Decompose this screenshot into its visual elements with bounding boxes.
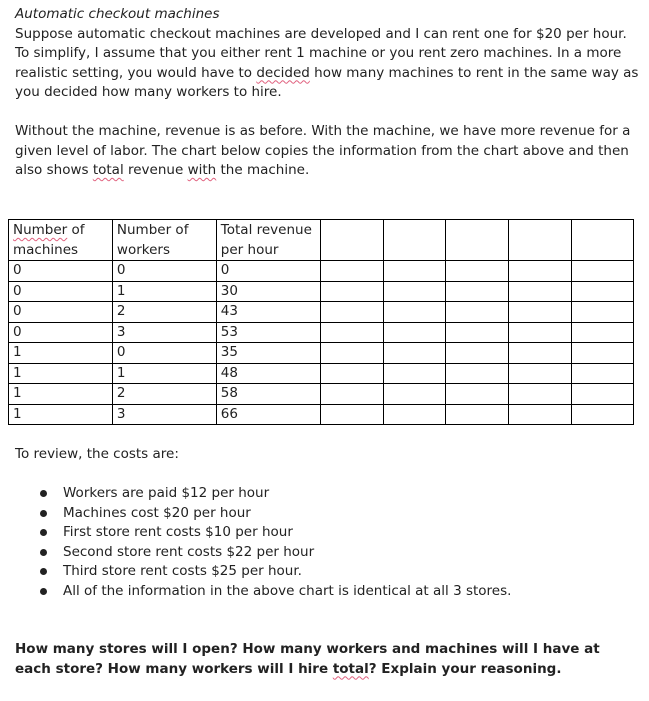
cell-revenue: 66 <box>216 404 320 425</box>
empty-cell <box>572 404 634 425</box>
cell-revenue: 35 <box>216 343 320 364</box>
cell-machines: 0 <box>9 302 113 323</box>
empty-cell <box>509 363 572 384</box>
cell-revenue: 53 <box>216 322 320 343</box>
table-row <box>9 384 634 405</box>
cost-list-item: First store rent costs $10 per hour <box>40 523 511 543</box>
header-machines: Number of machines <box>9 220 113 261</box>
bullet-icon <box>40 490 47 497</box>
cell-workers: 1 <box>112 363 216 384</box>
empty-cell <box>509 220 572 261</box>
cell-revenue: 48 <box>216 363 320 384</box>
empty-cell <box>320 384 383 405</box>
empty-cell <box>446 343 509 364</box>
empty-cell <box>572 363 634 384</box>
cost-list-item: Machines cost $20 per hour <box>40 504 511 524</box>
cell-revenue: 43 <box>216 302 320 323</box>
empty-cell <box>509 384 572 405</box>
bullet-icon <box>40 588 47 595</box>
empty-cell <box>509 343 572 364</box>
spellcheck-word[interactable]: total <box>92 162 124 178</box>
empty-cell <box>320 220 383 261</box>
cell-machines: 1 <box>9 343 113 364</box>
cell-workers: 3 <box>112 404 216 425</box>
empty-cell <box>446 363 509 384</box>
empty-cell <box>509 302 572 323</box>
cell-machines: 0 <box>9 322 113 343</box>
table-header-row <box>9 220 634 261</box>
cell-revenue: 30 <box>216 281 320 302</box>
cell-machines: 0 <box>9 261 113 282</box>
empty-cell <box>572 322 634 343</box>
spellcheck-word[interactable]: decided <box>256 64 310 81</box>
cell-workers: 2 <box>112 302 216 323</box>
bullet-icon <box>40 510 47 517</box>
spellcheck-word[interactable]: total <box>332 660 369 677</box>
empty-cell <box>446 302 509 323</box>
empty-cell <box>383 302 446 323</box>
empty-cell <box>572 384 634 405</box>
empty-cell <box>383 384 446 405</box>
empty-cell <box>509 404 572 425</box>
cost-list-item: Second store rent costs $22 per hour <box>40 543 511 563</box>
empty-cell <box>383 220 446 261</box>
empty-cell <box>446 404 509 425</box>
empty-cell <box>383 281 446 302</box>
revenue-paragraph: Without the machine, revenue is as before. With the machine, we have more revenue for a given level of labor. The chart below copies the information from the chart above and then also shows total revenue with the machine. <box>15 123 631 178</box>
question-paragraph: How many stores will I open? How many workers and machines will I have at each store? How many workers will I hire total? Explain your reasoning. <box>15 641 600 677</box>
cost-list-item: Third store rent costs $25 per hour. <box>40 562 511 582</box>
table-row <box>9 302 634 323</box>
header-revenue: Total revenue per hour <box>216 220 320 261</box>
cost-list <box>40 484 511 601</box>
empty-cell <box>383 261 446 282</box>
review-intro: To review, the costs are: <box>15 446 179 462</box>
empty-cell <box>383 343 446 364</box>
cost-list-item: All of the information in the above chart is identical at all 3 stores. <box>40 582 511 602</box>
empty-cell <box>446 261 509 282</box>
empty-cell <box>320 261 383 282</box>
cell-workers: 1 <box>112 281 216 302</box>
empty-cell <box>320 302 383 323</box>
empty-cell <box>446 322 509 343</box>
empty-cell <box>383 322 446 343</box>
table-row <box>9 261 634 282</box>
cell-workers: 2 <box>112 384 216 405</box>
table-row <box>9 281 634 302</box>
intro-paragraph: Suppose automatic checkout machines are developed and I can rent one for $20 per hour. To simplify, I assume that you either rent 1 machine or you rent zero machines. In a more realistic setting, you would have to decided how many machines to rent in the same way as you decided how many workers to hire. <box>15 25 639 100</box>
empty-cell <box>320 343 383 364</box>
document-body <box>15 5 640 181</box>
empty-cell <box>320 363 383 384</box>
empty-cell <box>320 322 383 343</box>
empty-cell <box>320 404 383 425</box>
cell-machines: 0 <box>9 281 113 302</box>
empty-cell <box>446 281 509 302</box>
cell-machines: 1 <box>9 404 113 425</box>
spellcheck-word[interactable]: with <box>187 162 217 178</box>
empty-cell <box>383 363 446 384</box>
empty-cell <box>572 220 634 261</box>
empty-cell <box>509 322 572 343</box>
empty-cell <box>446 384 509 405</box>
table-row <box>9 363 634 384</box>
bullet-icon <box>40 549 47 556</box>
cell-machines: 1 <box>9 384 113 405</box>
empty-cell <box>509 281 572 302</box>
cell-workers: 0 <box>112 261 216 282</box>
empty-cell <box>572 261 634 282</box>
table-row <box>9 404 634 425</box>
cell-revenue: 0 <box>216 261 320 282</box>
cell-workers: 0 <box>112 343 216 364</box>
empty-cell <box>446 220 509 261</box>
empty-cell <box>572 302 634 323</box>
empty-cell <box>383 404 446 425</box>
header-workers: Number of workers <box>112 220 216 261</box>
empty-cell <box>572 281 634 302</box>
revenue-table <box>8 219 634 425</box>
cell-workers: 3 <box>112 322 216 343</box>
section-title: Automatic checkout machines <box>15 6 220 22</box>
empty-cell <box>320 281 383 302</box>
cost-list-item: Workers are paid $12 per hour <box>40 484 511 504</box>
bullet-icon <box>40 529 47 536</box>
table-row <box>9 343 634 364</box>
empty-cell <box>572 343 634 364</box>
cell-machines: 1 <box>9 363 113 384</box>
bullet-icon <box>40 568 47 575</box>
empty-cell <box>509 261 572 282</box>
cell-revenue: 58 <box>216 384 320 405</box>
table-row <box>9 322 634 343</box>
